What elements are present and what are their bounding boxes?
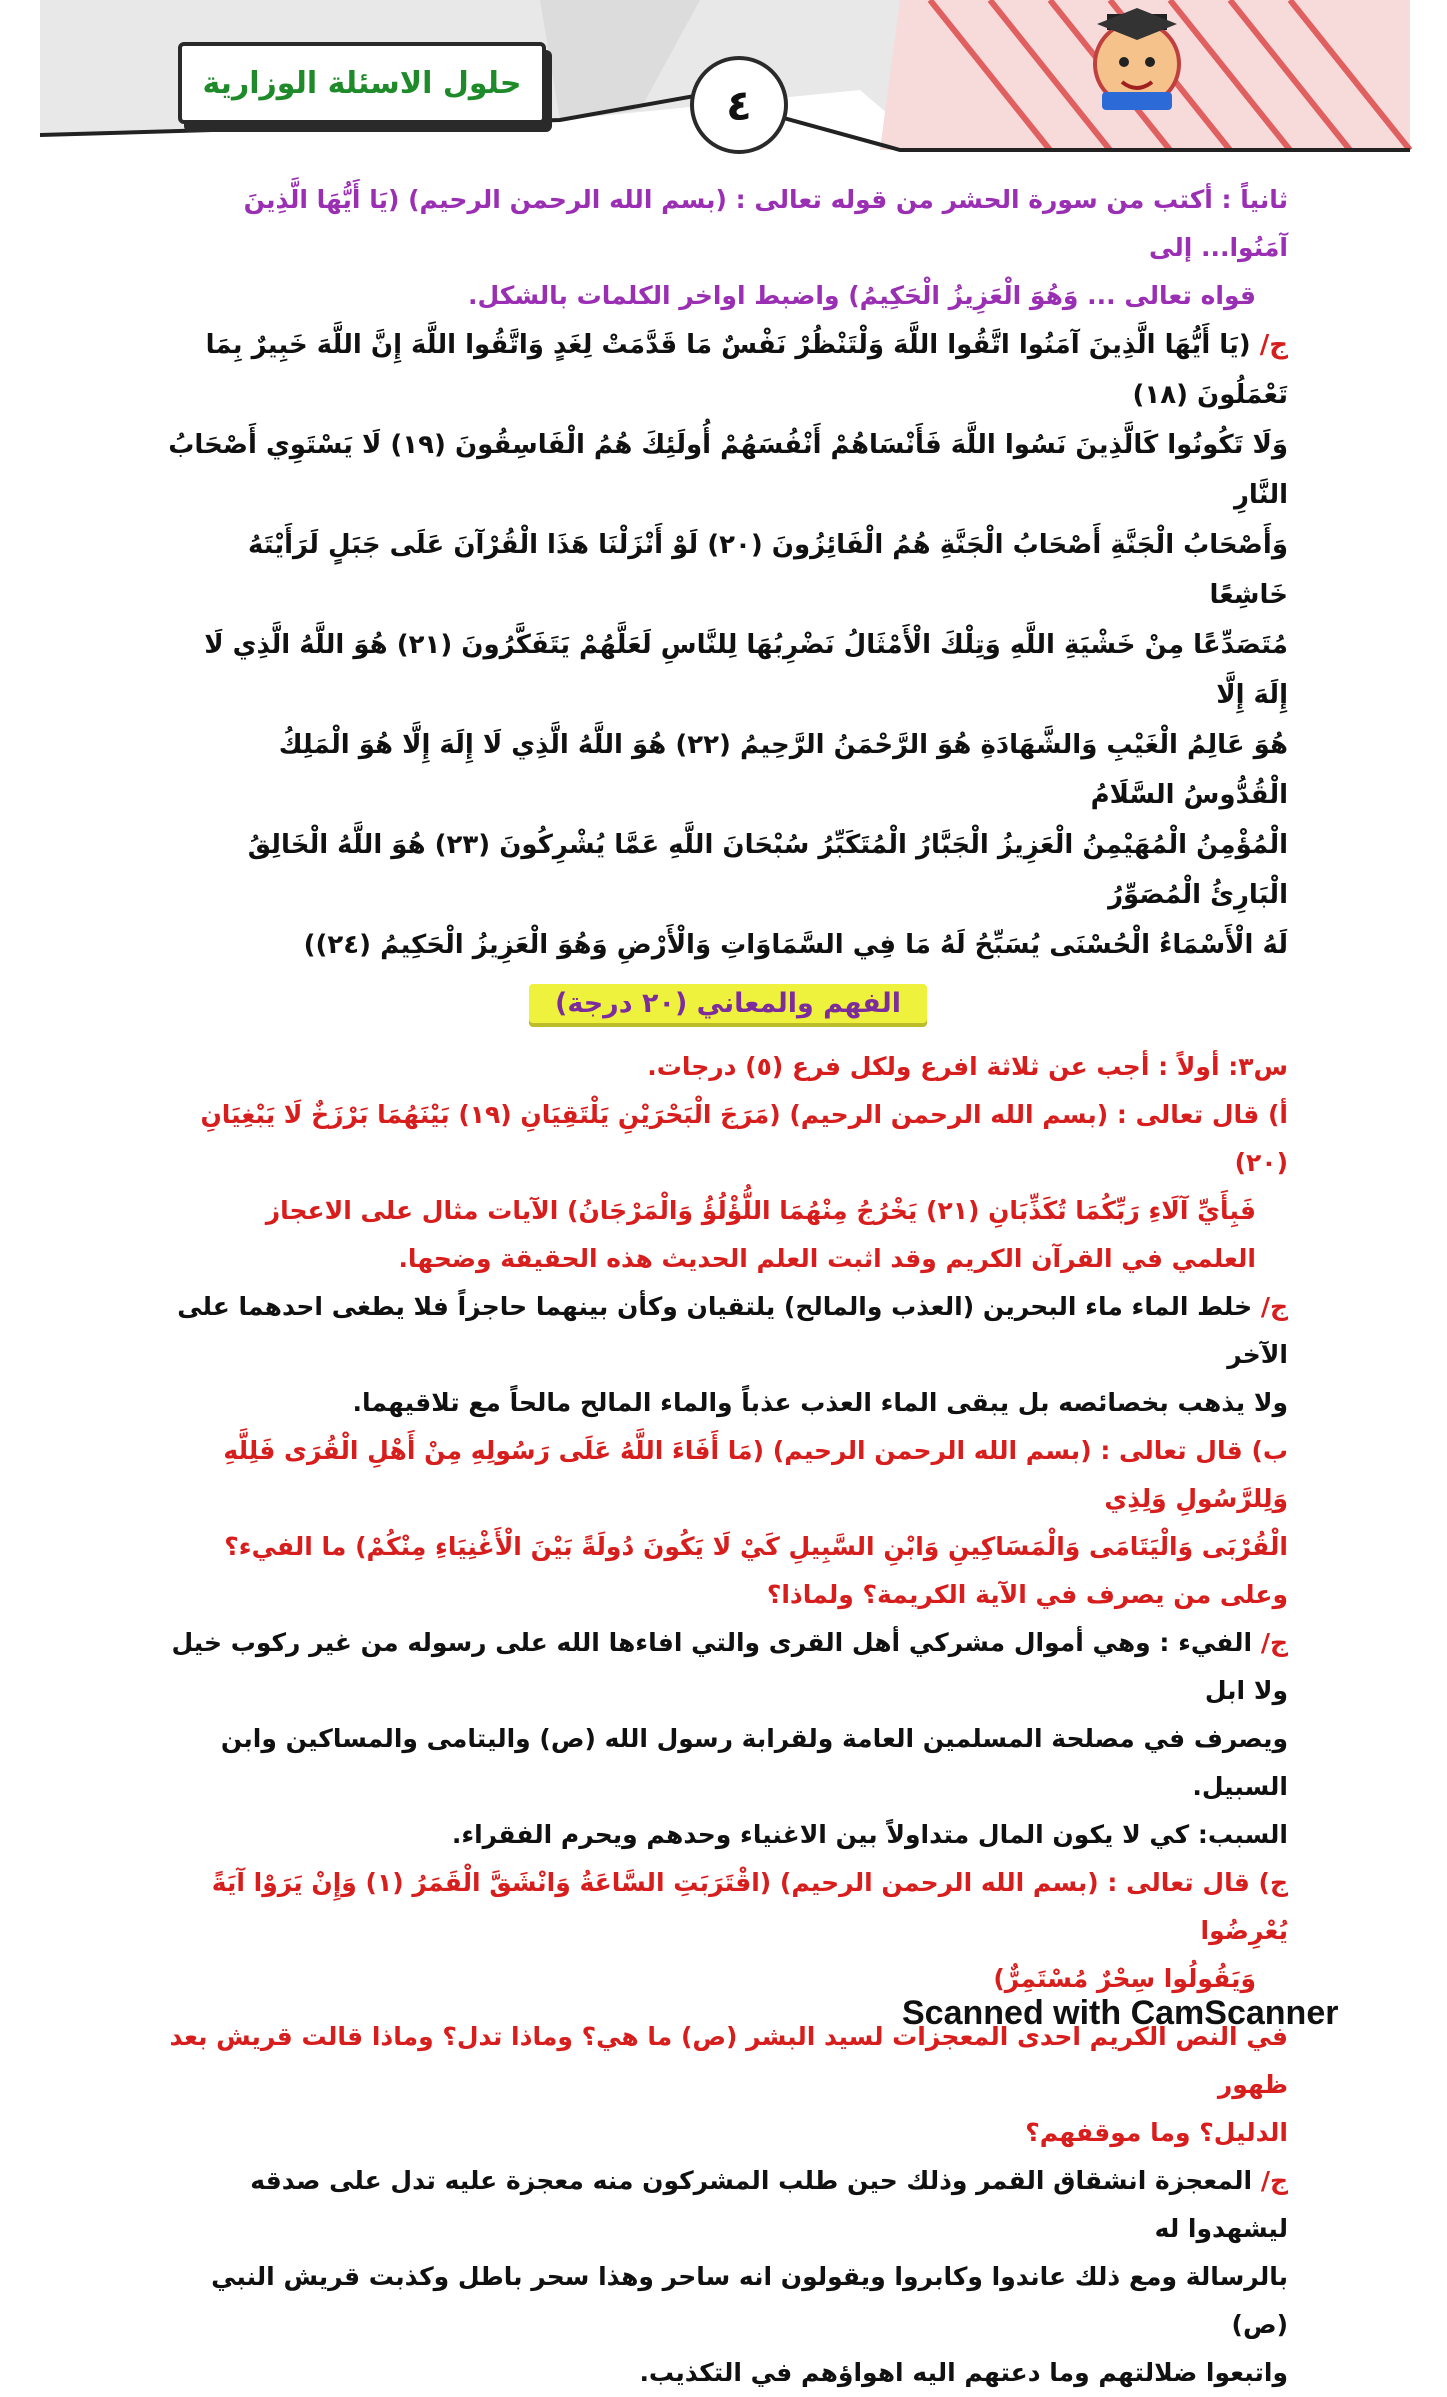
question-thani-label-continued: قواه تعالى ... وَهُوَ الْعَزِيزُ الْحَكِيمُ) واضبط اواخر الكلمات بالشكل. <box>467 281 1256 310</box>
question-line: أ) قال تعالى : (بسم الله الرحمن الرحيم) (مَرَجَ الْبَحْرَيْنِ يَلْتَقِيَانِ (١٩) بَيْنَهُمَا بَرْزَخٌ لَا يَبْغِيَانِ (٢٠) <box>200 1100 1288 1177</box>
section-badge-wrapper <box>168 984 1288 1023</box>
question-line: ج) قال تعالى : (بسم الله الرحمن الرحيم) (اقْتَرَبَتِ السَّاعَةُ وَانْشَقَّ الْقَمَرُ (١) وَإِنْ يَرَوْا آيَةً يُعْرِضُوا <box>211 1868 1288 1945</box>
answer-line: ويصرف في مصلحة المسلمين العامة ولقرابة رسول الله (ص) واليتامى والمساكين وابن السبيل. <box>220 1724 1288 1801</box>
answer-mark: ج/ <box>1260 1292 1288 1321</box>
answer-3b <box>168 1619 1288 1859</box>
answer-line: خلط الماء ماء البحرين (العذب والمالح) يلتقيان وكأن بينهما حاجزاً فلا يطغى احدهما على الآخر <box>177 1292 1288 1369</box>
verse-line: لَهُ الْأَسْمَاءُ الْحُسْنَى يُسَبِّحُ لَهُ مَا فِي السَّمَاوَاتِ وَالْأَرْضِ وَهُوَ الْعَزِيزُ الْحَكِيمُ (٢٤)) <box>303 930 1288 960</box>
page-title: حلول الاسئلة الوزارية <box>202 65 522 101</box>
page-number: ٤ <box>690 56 788 154</box>
verse-line: وَلَا تَكُونُوا كَالَّذِينَ نَسُوا اللَّهَ فَأَنْسَاهُمْ أَنْفُسَهُمْ أُولَئِكَ هُمُ الْفَاسِقُونَ (١٩) لَا يَسْتَوِي أَصْحَابُ النَّارِ <box>168 430 1288 510</box>
question-3c <box>168 1859 1288 2003</box>
question-3a <box>168 1091 1288 1283</box>
page-content <box>168 172 1288 2397</box>
question-line: فَبِأَيِّ آلَاءِ رَبِّكُمَا تُكَذِّبَانِ (٢١) يَخْرُجُ مِنْهُمَا اللُّؤْلُؤُ وَالْمَرْجَانُ) الآيات مثال على الاعجاز <box>265 1196 1256 1225</box>
verse-line: الْمُؤْمِنُ الْمُهَيْمِنُ الْعَزِيزُ الْجَبَّارُ الْمُتَكَبِّرُ سُبْحَانَ اللَّهِ عَمَّا يُشْرِكُونَ (٢٣) هُوَ اللَّهُ الْخَالِقُ الْبَارِئُ الْمُصَوِّرُ <box>247 830 1288 910</box>
question-3c-prompt <box>168 2013 1288 2157</box>
page-header <box>0 0 1447 175</box>
question-line: الْقُرْبَى وَالْيَتَامَى وَالْمَسَاكِينِ وَابْنِ السَّبِيلِ كَيْ لَا يَكُونَ دُولَةً بَيْنَ الْأَغْنِيَاءِ مِنْكُمْ) ما الفيء؟ <box>224 1532 1288 1561</box>
question-line: في النص الكريم احدى المعجزات لسيد البشر (ص) ما هي؟ وماذا تدل؟ وماذا قالت قريش بعد ظهور <box>169 2022 1288 2099</box>
question-thani-label: ثانياً : أكتب من سورة الحشر من قوله تعالى : (بسم الله الرحمن الرحيم) (يَا أَيُّهَا الَّذِينَ آمَنُوا... إلى <box>243 185 1288 262</box>
answer-line: السبب: كي لا يكون المال متداولاً بين الاغنياء وحدهم ويحرم الفقراء. <box>451 1820 1288 1849</box>
answer-line: ولا يذهب بخصائصه بل يبقى الماء العذب عذباً والماء المالح مالحاً مع تلاقيهما. <box>352 1388 1288 1417</box>
answer-mark: ج/ <box>1260 2166 1288 2195</box>
verse-line: هُوَ عَالِمُ الْغَيْبِ وَالشَّهَادَةِ هُوَ الرَّحْمَنُ الرَّحِيمُ (٢٢) هُوَ اللَّهُ الَّذِي لَا إِلَهَ إِلَّا هُوَ الْمَلِكُ الْقُدُّوسُ السَّلَامُ <box>278 730 1288 810</box>
question-line: العلمي في القرآن الكريم وقد اثبت العلم الحديث هذه الحقيقة وضحها. <box>398 1244 1256 1273</box>
answer-3a <box>168 1283 1288 1427</box>
page-title-banner <box>178 42 546 124</box>
answer-mark: ج/ <box>1260 1628 1288 1657</box>
verse-line: وَأَصْحَابُ الْجَنَّةِ أَصْحَابُ الْجَنَّةِ هُمُ الْفَائِزُونَ (٢٠) لَوْ أَنْزَلْنَا هَذَا الْقُرْآنَ عَلَى جَبَلٍ لَرَأَيْتَهُ خَاشِعًا <box>247 530 1288 610</box>
answer-line: بالرسالة ومع ذلك عاندوا وكابروا ويقولون انه ساحر وهذا سحر باطل وكذبت قريش النبي (ص) <box>211 2262 1288 2339</box>
answer-line: واتبعوا ضلالتهم وما دعتهم اليه اهواؤهم في التكذيب. <box>639 2358 1288 2387</box>
question-line: ب) قال تعالى : (بسم الله الرحمن الرحيم) (مَا أَفَاءَ اللَّهُ عَلَى رَسُولِهِ مِنْ أَهْلِ الْقُرَى فَلِلَّهِ وَلِلرَّسُولِ وَلِذِي <box>223 1436 1288 1513</box>
answer-3c <box>168 2157 1288 2397</box>
verse-line: (يَا أَيُّهَا الَّذِينَ آمَنُوا اتَّقُوا اللَّهَ وَلْتَنْظُرْ نَفْسٌ مَا قَدَّمَتْ لِغَدٍ وَاتَّقُوا اللَّهَ إِنَّ اللَّهَ خَبِيرٌ بِمَا تَعْمَلُونَ (١٨) <box>205 330 1288 410</box>
scanner-watermark: Scanned with CamScanner <box>902 1994 1339 2032</box>
answer-line: الفيء : وهي أموال مشركي أهل القرى والتي افاءها الله على رسوله من غير ركوب خيل ولا ابل <box>171 1628 1288 1705</box>
answer-thani <box>168 320 1288 970</box>
section-badge: الفهم والمعاني (٢٠ درجة) <box>529 984 927 1023</box>
question-3b <box>168 1427 1288 1619</box>
verse-line: مُتَصَدِّعًا مِنْ خَشْيَةِ اللَّهِ وَتِلْكَ الْأَمْثَالُ نَضْرِبُهَا لِلنَّاسِ لَعَلَّهُمْ يَتَفَكَّرُونَ (٢١) هُوَ اللَّهُ الَّذِي لَا إِلَهَ إِلَّا <box>204 630 1288 710</box>
question-line: وَيَقُولُوا سِحْرٌ مُسْتَمِرٌّ) <box>993 1964 1256 1993</box>
answer-mark: ج/ <box>1259 330 1288 360</box>
question-line: وعلى من يصرف في الآية الكريمة؟ ولماذا؟ <box>766 1580 1288 1609</box>
answer-line: المعجزة انشقاق القمر وذلك حين طلب المشركون منه معجزة عليه تدل على صدقه ليشهدوا له <box>250 2166 1288 2243</box>
question-line: الدليل؟ وما موقفهم؟ <box>1025 2118 1288 2147</box>
question-3-heading: س٣: أولاً : أجب عن ثلاثة افرع ولكل فرع (٥) درجات. <box>647 1052 1288 1081</box>
student-mascot-logo <box>1082 4 1192 114</box>
